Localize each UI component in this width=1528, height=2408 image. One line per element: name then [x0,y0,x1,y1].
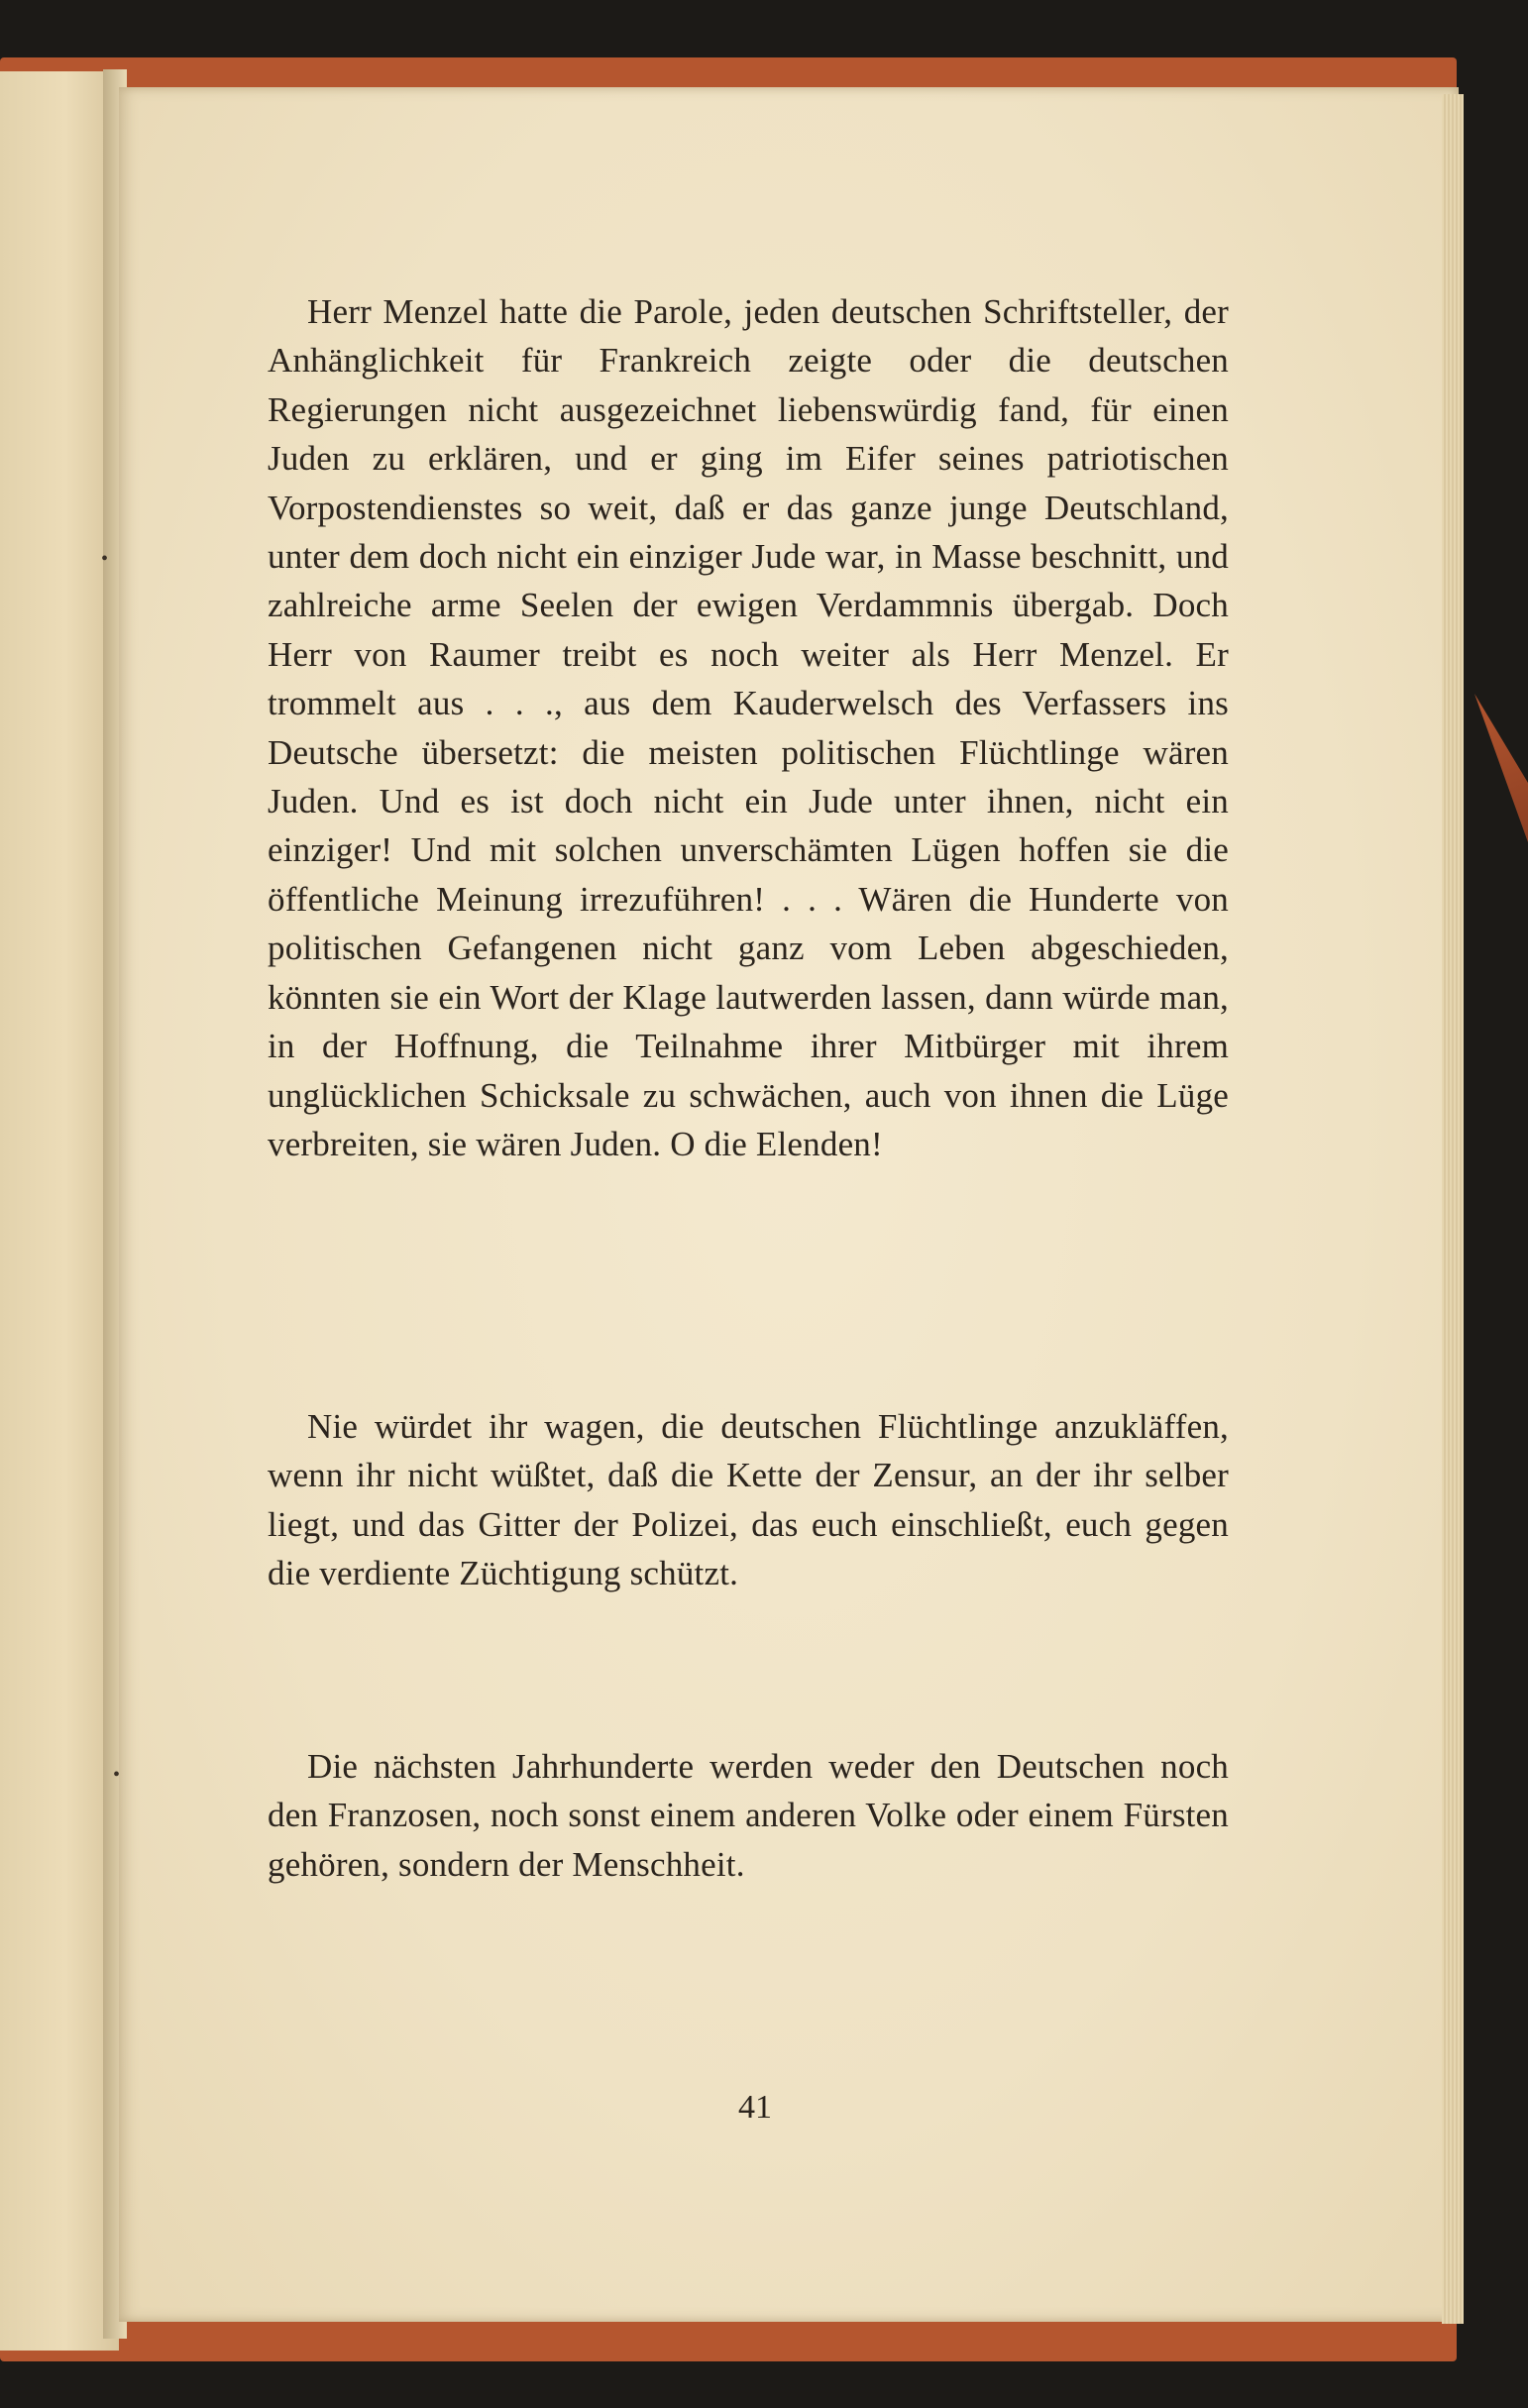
paragraph-3 [268,1742,1229,1889]
page-number-text: 41 [738,2089,772,2126]
paragraph-1 [268,287,1229,1168]
page-number [0,2089,1528,2127]
page-stack-edge [1442,94,1464,2324]
bookmark-corner [1474,694,1528,842]
margin-mark: • [101,548,109,570]
paragraph-2 [268,1402,1229,1598]
paragraph-text: Herr Menzel hatte die Parole, jeden deutschen Schriftsteller, der Anhänglichkeit für Frankreich zeigte oder die deutschen Regierungen nicht ausgezeichnet liebenswürdig fand, für einen Juden zu erklären, und er ging im Eifer seines patriotischen Vorpostendienstes so weit, daß er das ganze junge Deutschland, unter dem doch nicht ein einziger Jude war, in Masse beschnitt, und zahlreiche arme Seelen der ewigen Verdammnis übergab. Doch Herr von Raumer treibt es noch weiter als Herr Menzel. Er trommelt aus . . ., aus dem Kauderwelsch des Verfassers ins Deutsche übersetzt: die meisten politischen Flüchtlinge wären Juden. Und es ist doch nicht ein Jude unter ihnen, nicht ein einziger! Und mit solchen unverschämten Lügen hoffen sie die öffentliche Meinung irrezuführen! . . . Wären die Hunderte von politischen Gefangenen nicht ganz vom Leben abgeschieden, könnten sie ein Wort der Klage lautwerden lassen, dann würde man, in der Hoffnung, die Teilnahme ihrer Mitbürger mit ihrem unglücklichen Schicksale zu schwächen, auch von ihnen die Lüge verbreiten, sie wären Juden. O die Elenden! [268,292,1229,1163]
left-page-edge [0,71,119,2351]
margin-mark: • [113,1764,121,1786]
paragraph-text: Die nächsten Jahrhunderte werden weder den Deutschen noch den Franzosen, noch sonst einem anderen Volke oder einem Fürsten gehören, sondern der Menschheit. [268,1747,1229,1884]
paragraph-text: Nie würdet ihr wagen, die deutschen Flüchtlinge anzukläffen, wenn ihr nicht wüßtet, daß die Kette der Zensur, an der ihr selber liegt, und das Gitter der Polizei, das euch einschließt, euch gegen die verdiente Züchtigung schützt. [268,1407,1229,1593]
